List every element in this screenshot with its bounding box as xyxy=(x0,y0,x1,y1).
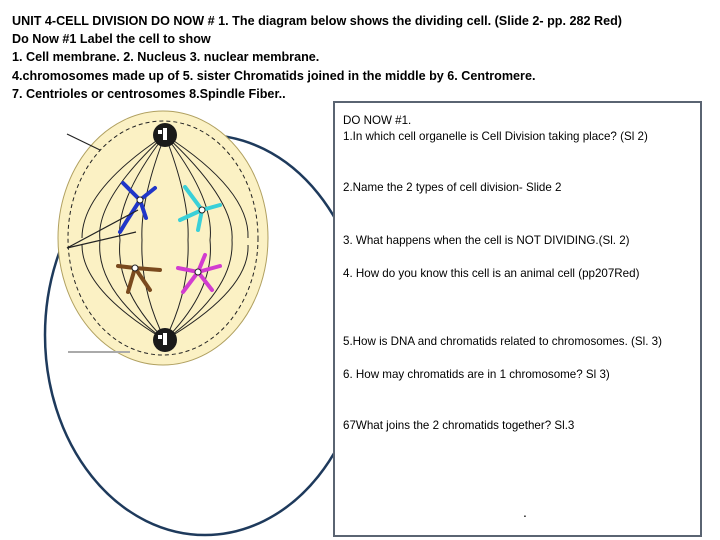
header-instruction-line: Do Now #1 Label the cell to show xyxy=(12,32,211,47)
centriole-bottom xyxy=(153,328,177,352)
question-3: 3. What happens when the cell is NOT DIVIDING.(Sl. 2) xyxy=(343,234,630,247)
question-6: 6. How may chromatids are in 1 chromosome? Sl 3) xyxy=(343,368,610,381)
do-now-questions-box xyxy=(333,101,702,537)
question-1: 1.In which cell organelle is Cell Division taking place? (Sl 2) xyxy=(343,130,648,143)
end-mark: . xyxy=(523,504,527,520)
cell-cytoplasm xyxy=(58,111,268,365)
header-labels-line-3: 7. Centrioles or centrosomes 8.Spindle Fiber.. xyxy=(12,86,286,101)
header-labels-line-2: 4.chromosomes made up of 5. sister Chromatids joined in the middle by 6. Centromere. xyxy=(12,68,536,83)
question-2: 2.Name the 2 types of cell division- Slide 2 xyxy=(343,181,562,194)
question-7: 67What joins the 2 chromatids together? Sl.3 xyxy=(343,419,575,432)
centromere xyxy=(195,269,201,275)
centromere xyxy=(137,197,143,203)
centromere xyxy=(132,265,138,271)
centriole-top xyxy=(153,123,177,147)
question-4: 4. How do you know this cell is an animal cell (pp207Red) xyxy=(343,267,640,280)
header-labels-line-1: 1. Cell membrane. 2. Nucleus 3. nuclear membrane. xyxy=(12,50,320,65)
header-title-line: UNIT 4-CELL DIVISION DO NOW # 1. The diagram below shows the dividing cell. (Slide 2- pp. 282 Red) xyxy=(12,14,622,28)
centromere xyxy=(199,207,205,213)
question-5: 5.How is DNA and chromatids related to chromosomes. (Sl. 3) xyxy=(343,335,662,348)
questions-title: DO NOW #1. xyxy=(343,114,412,127)
